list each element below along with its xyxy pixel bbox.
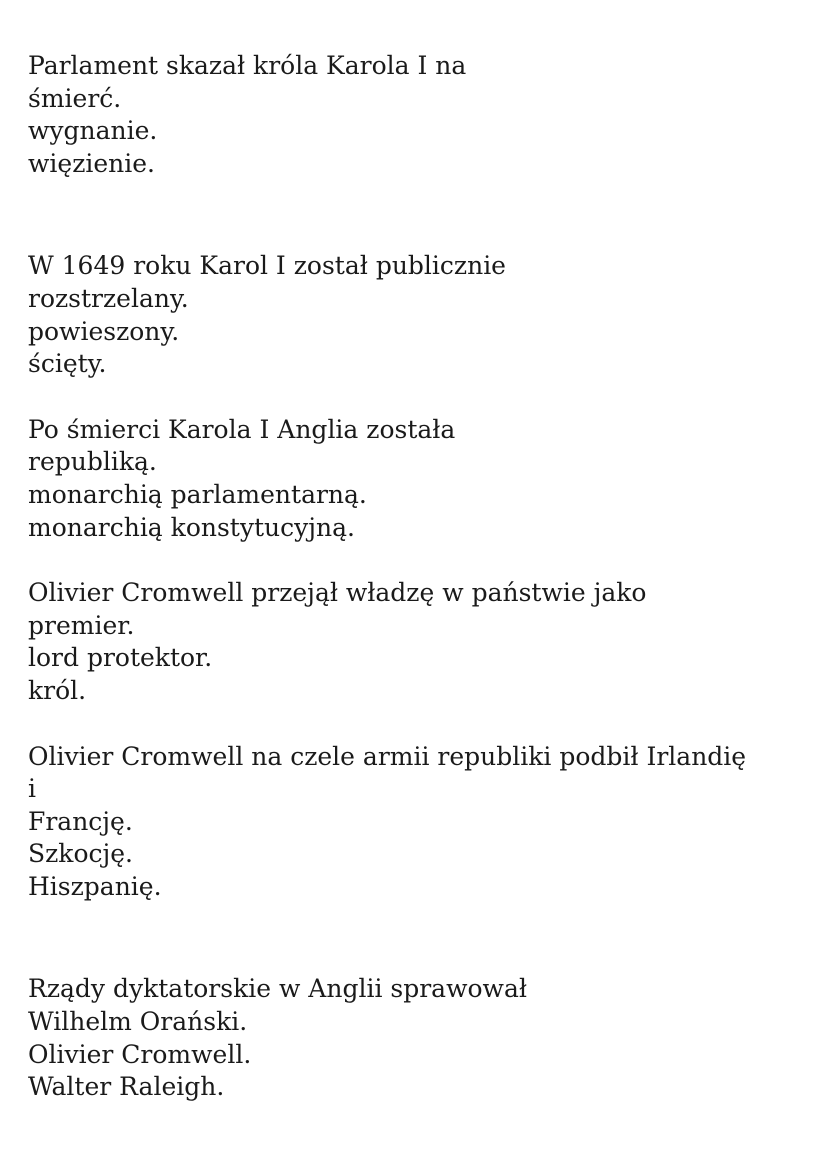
question-1-option-b: wygnanie. (28, 116, 158, 146)
question-5 (28, 741, 808, 904)
question-1-option-c: więzienie. (28, 148, 155, 178)
question-1-stem: Parlament skazał króla Karola I na (28, 51, 467, 80)
question-6-option-a: Wilhelm Orański. (28, 1007, 248, 1037)
question-4-option-a: premier. (28, 610, 135, 640)
question-3 (28, 414, 808, 544)
question-3-option-c: monarchią konstytucyjną. (28, 512, 355, 542)
question-2-option-a: rozstrzelany. (28, 283, 189, 313)
question-4-option-b: lord protektor. (28, 643, 213, 673)
question-4 (28, 577, 808, 707)
question-3-option-a: republiką. (28, 447, 157, 477)
question-2-option-b: powieszony. (28, 316, 180, 346)
question-1 (28, 50, 808, 180)
question-5-stem: Olivier Cromwell na czele armii republiki podbił Irlandię (28, 741, 747, 771)
question-4-stem: Olivier Cromwell przejął władzę w państwie jako (28, 578, 647, 608)
question-6-option-b: Olivier Cromwell. (28, 1039, 252, 1069)
question-5-option-b: Szkocję. (28, 839, 133, 869)
question-3-stem: Po śmierci Karola I Anglia została (28, 414, 456, 444)
question-1-option-a: śmierć. (28, 83, 122, 113)
question-6-stem: Rządy dyktatorskie w Anglii sprawował (28, 974, 527, 1004)
question-4-option-c: król. (28, 675, 87, 705)
question-6 (28, 973, 808, 1103)
question-2-option-c: ścięty. (28, 349, 107, 379)
question-2 (28, 250, 808, 380)
question-5-option-c: Hiszpanię. (28, 871, 162, 901)
question-2-stem: W 1649 roku Karol I został publicznie (28, 251, 506, 281)
question-3-option-b: monarchią parlamentarną. (28, 479, 367, 509)
question-5-stem-continuation: i (28, 774, 36, 804)
question-5-option-a: Francję. (28, 806, 133, 836)
document-page (28, 50, 808, 1104)
question-6-option-c: Walter Raleigh. (28, 1072, 225, 1102)
